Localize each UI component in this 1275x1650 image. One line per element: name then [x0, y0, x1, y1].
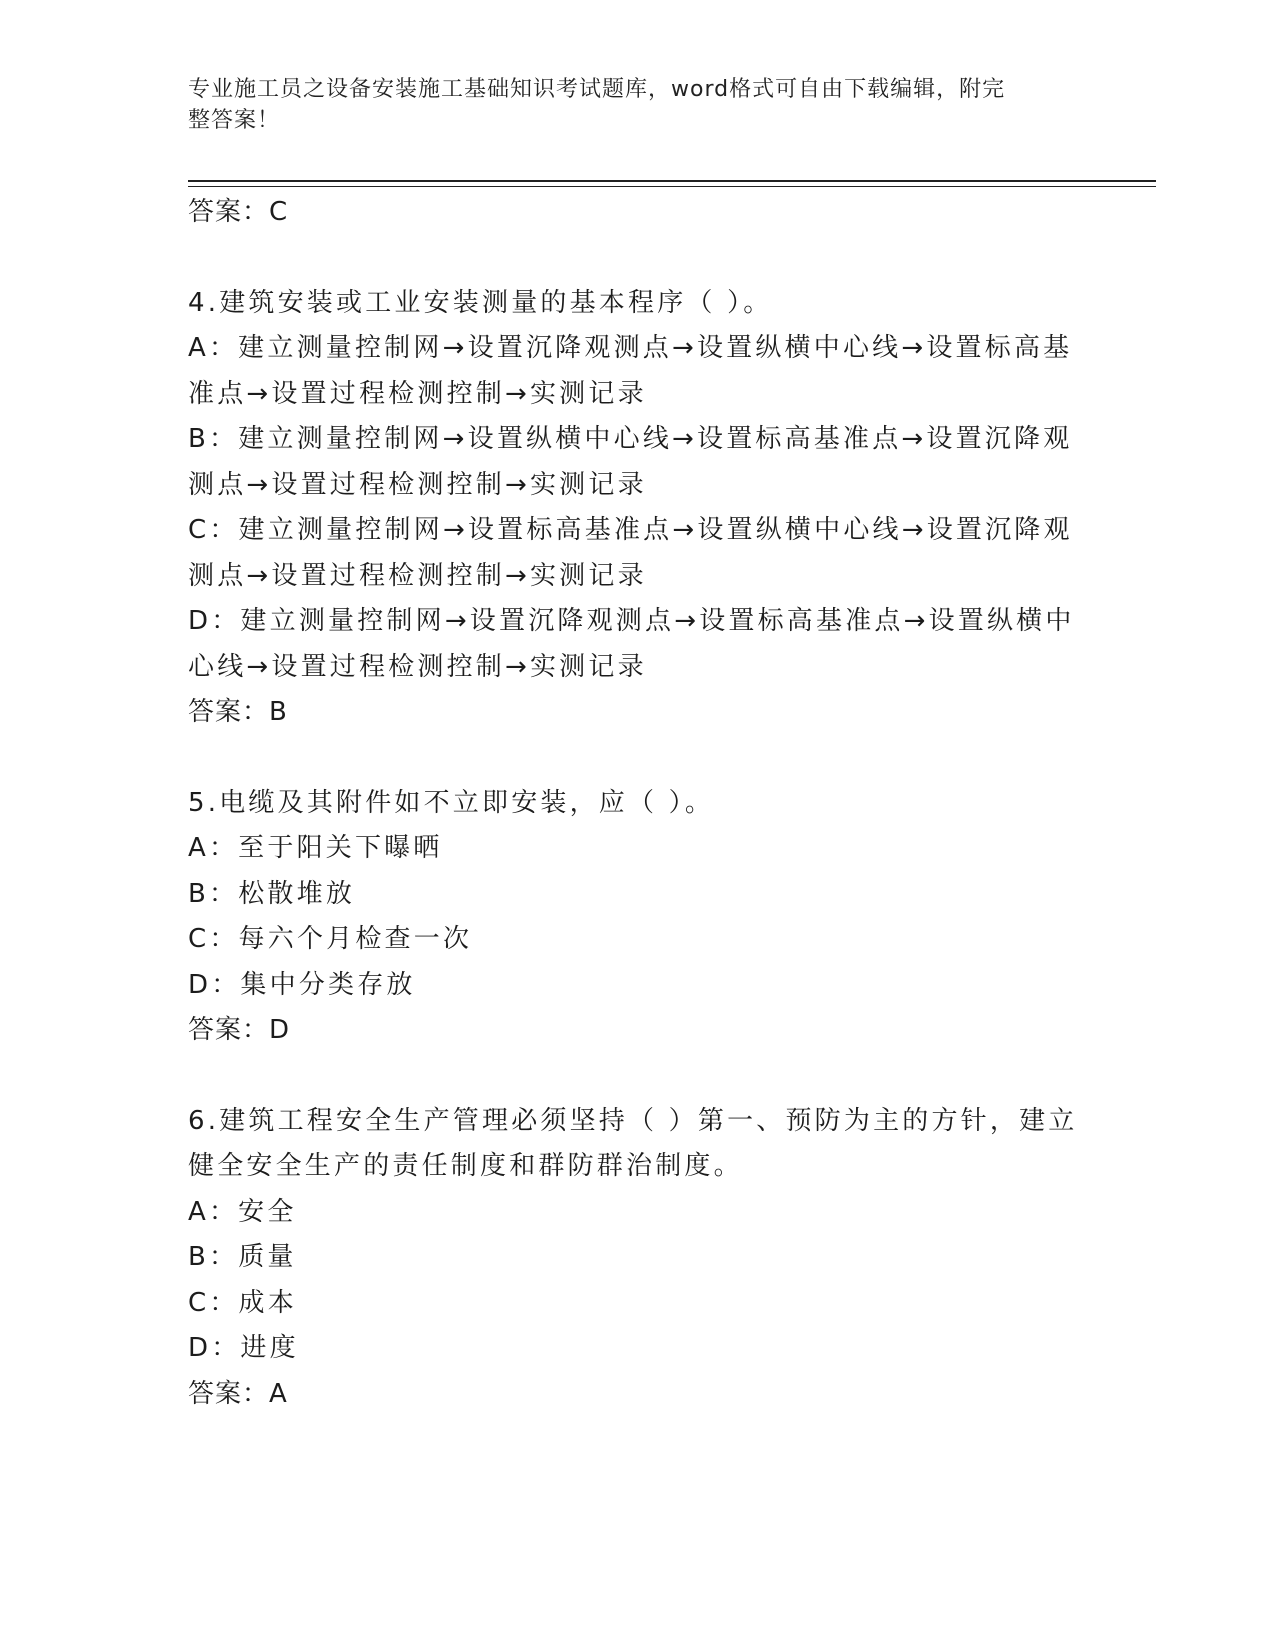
option-c: C：成本 — [188, 1287, 297, 1318]
option-d: D：集中分类存放 — [188, 969, 416, 1000]
previous-answer: 答案：C — [188, 197, 289, 227]
option-b-continued: 测点→设置过程检测控制→实测记录 — [188, 469, 647, 500]
option-d: D：进度 — [188, 1333, 299, 1363]
answer: 答案：A — [188, 1378, 288, 1409]
answer: 答案：B — [188, 697, 288, 727]
question-stem: 6.建筑工程安全生产管理必须坚持（ ）第一、预防为主的方针，建立 — [188, 1105, 1078, 1136]
option-c: C：每六个月检查一次 — [188, 924, 473, 954]
option-a: A：建立测量控制网→设置沉降观测点→设置纵横中心线→设置标高基 — [188, 333, 1073, 363]
answer: 答案：D — [188, 1015, 291, 1045]
option-d: D：建立测量控制网→设置沉降观测点→设置标高基准点→设置纵横中 — [188, 606, 1075, 636]
option-c: C：建立测量控制网→设置标高基准点→设置纵横中心线→设置沉降观 — [188, 515, 1073, 545]
header-rule-thin — [188, 186, 1156, 187]
document-header — [188, 74, 1068, 136]
option-b: B：质量 — [188, 1242, 297, 1272]
question-5 — [188, 781, 1088, 1054]
spacer — [188, 1054, 1088, 1099]
question-6 — [188, 1099, 1088, 1418]
option-b: B：松散堆放 — [188, 878, 356, 909]
option-d-continued: 心线→设置过程检测控制→实测记录 — [188, 651, 647, 682]
option-a: A：安全 — [188, 1196, 297, 1227]
option-a: A：至于阳关下曝晒 — [188, 833, 443, 863]
question-stem-continued: 健全安全生产的责任制度和群防群治制度。 — [188, 1151, 743, 1181]
question-stem: 5.电缆及其附件如不立即安装，应（ ）。 — [188, 787, 715, 818]
question-4 — [188, 281, 1088, 736]
question-list — [188, 190, 1088, 1417]
option-c-continued: 测点→设置过程检测控制→实测记录 — [188, 560, 647, 591]
option-b: B：建立测量控制网→设置纵横中心线→设置标高基准点→设置沉降观 — [188, 424, 1073, 454]
header-line-2: 整答案！ — [188, 108, 281, 133]
spacer — [188, 236, 1088, 281]
question-stem: 4.建筑安装或工业安装测量的基本程序（ ）。 — [188, 287, 773, 318]
option-a-continued: 准点→设置过程检测控制→实测记录 — [188, 378, 647, 409]
header-rule-thick — [188, 180, 1156, 182]
header-line-1: 专业施工员之设备安装施工基础知识考试题库，word格式可自由下载编辑，附完 — [188, 77, 1006, 102]
spacer — [188, 736, 1088, 781]
